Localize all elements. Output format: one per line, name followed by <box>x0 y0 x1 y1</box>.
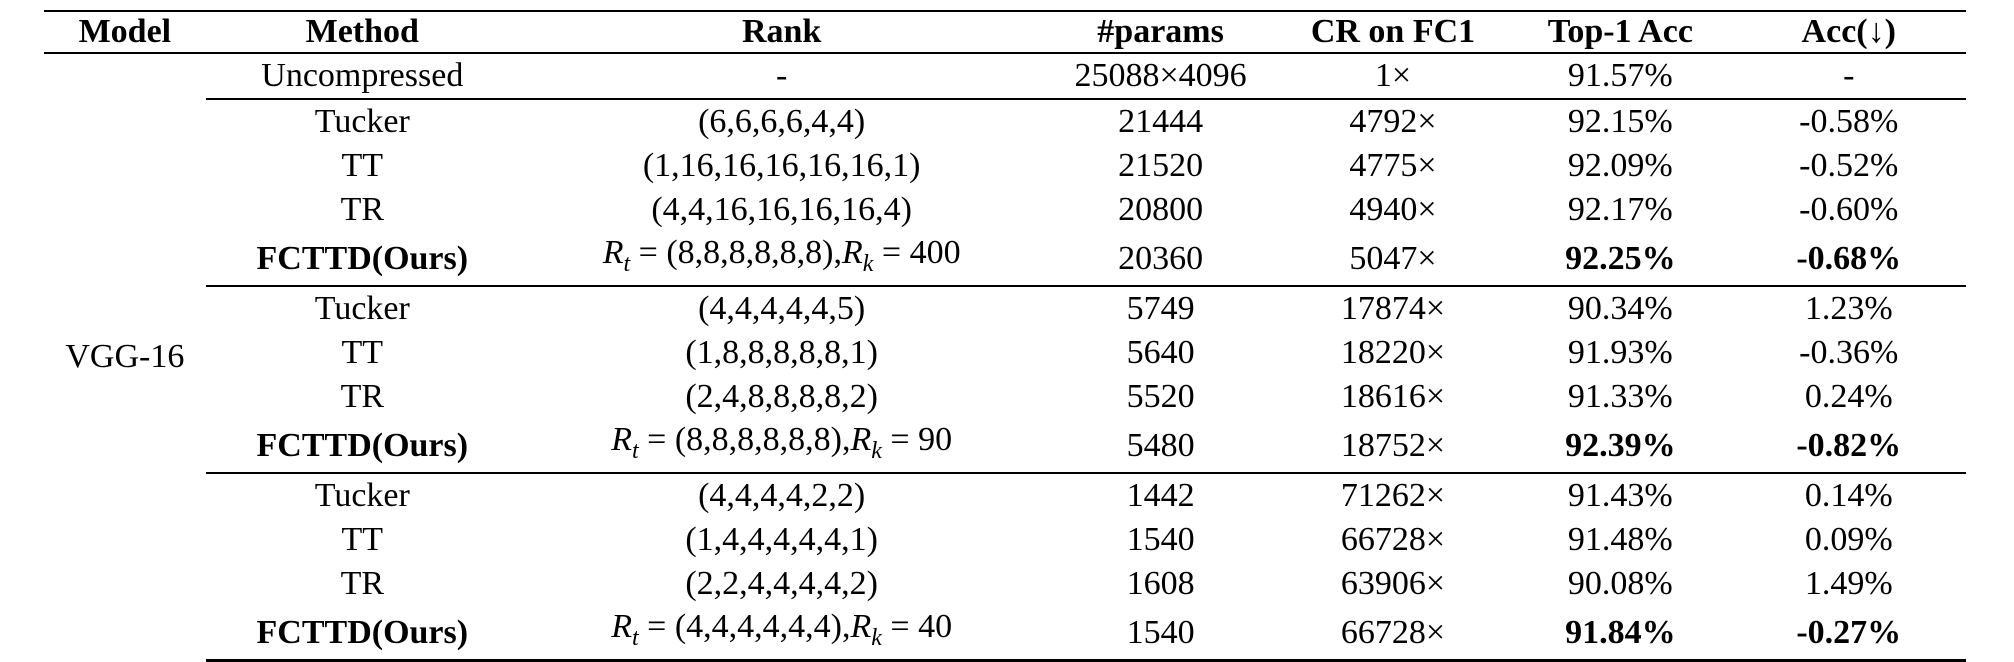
rank-cell: (2,2,4,4,4,4,2) <box>685 565 878 602</box>
top1-cell: 91.93% <box>1567 334 1673 371</box>
rank-cell: (4,4,4,4,2,2) <box>519 473 1044 518</box>
rank-formula <box>602 234 961 277</box>
top1-cell: 91.57% <box>1567 57 1673 94</box>
acc-drop-cell: 0.24% <box>1804 378 1893 415</box>
rank-rt-value: = (4,4,4,4,4,4), <box>638 608 851 645</box>
params-cell: 25088×4096 <box>1074 57 1247 94</box>
acc-drop-cell: -0.58% <box>1732 99 1967 144</box>
rank-rt-symbol: R <box>611 608 632 645</box>
rank-cell: (6,6,6,6,4,4) <box>519 99 1044 144</box>
params-cell: 21520 <box>1118 147 1204 184</box>
params-cell: 20800 <box>1118 191 1204 228</box>
table-row <box>44 188 1966 232</box>
method-cell: TR <box>340 191 385 228</box>
cr-cell: 1× <box>1374 57 1412 94</box>
cr-cell: 18752× <box>1340 426 1446 464</box>
top1-cell: 90.34% <box>1509 286 1731 331</box>
rank-cell: (2,4,8,8,8,8,2) <box>685 378 878 415</box>
acc-drop-cell: -0.27% <box>1732 606 1967 661</box>
rank-cell <box>519 419 1044 473</box>
params-cell: 5640 <box>1126 334 1195 371</box>
acc-drop-cell: 0.14% <box>1732 473 1967 518</box>
params-cell: 1540 <box>1044 606 1276 661</box>
acc-drop-cell: 1.49% <box>1804 565 1893 602</box>
header-rank: Rank <box>519 11 1044 53</box>
rank-rk-subscript: k <box>871 625 882 651</box>
method-cell: FCTTD(Ours) <box>256 239 469 277</box>
method-cell: Tucker <box>206 99 519 144</box>
rank-rt-subscript: t <box>631 625 639 651</box>
table-row-baseline <box>44 53 1966 99</box>
cr-cell: 4775× <box>1349 147 1437 184</box>
params-cell: 5749 <box>1044 286 1276 331</box>
rank-cell: (1,8,8,8,8,8,1) <box>685 334 878 371</box>
method-cell: Tucker <box>206 473 519 518</box>
header-acc-drop: Acc(↓) <box>1732 11 1967 53</box>
top1-cell: 90.08% <box>1567 565 1673 602</box>
cr-cell: 71262× <box>1277 473 1509 518</box>
top1-cell: 92.25% <box>1565 239 1676 277</box>
acc-drop-cell: -0.68% <box>1796 239 1902 277</box>
acc-drop-cell: -0.52% <box>1799 147 1899 184</box>
params-cell: 20360 <box>1118 239 1204 277</box>
rank-cell <box>519 232 1044 286</box>
header-model: Model <box>44 11 206 53</box>
rank-cell: (4,4,16,16,16,16,4) <box>651 191 912 228</box>
params-cell: 1608 <box>1126 565 1195 602</box>
acc-drop-cell: 1.23% <box>1732 286 1967 331</box>
top1-cell: 92.17% <box>1567 191 1673 228</box>
rank-rk-subscript: k <box>871 438 882 464</box>
rank-cell: (1,16,16,16,16,16,1) <box>642 147 921 184</box>
cr-cell: 5047× <box>1349 239 1437 277</box>
top1-cell: 92.39% <box>1565 426 1676 464</box>
params-cell: 21444 <box>1044 99 1276 144</box>
rank-rk-subscript: k <box>862 251 874 277</box>
top1-cell: 91.84% <box>1509 606 1731 661</box>
top1-cell: 91.48% <box>1567 521 1673 558</box>
rank-rt-symbol: R <box>602 234 624 271</box>
cr-cell: 18220× <box>1340 334 1446 371</box>
rank-rk-symbol: R <box>850 608 872 645</box>
params-cell: 1442 <box>1044 473 1276 518</box>
rank-rt-subscript: t <box>623 251 631 277</box>
table-header <box>44 11 1966 53</box>
rank-rt-value: = (8,8,8,8,8,8), <box>638 421 851 458</box>
rank-formula <box>611 421 953 464</box>
method-cell: Uncompressed <box>261 57 464 94</box>
header-cr: CR on FC1 <box>1277 11 1509 53</box>
acc-drop-cell: -0.36% <box>1799 334 1899 371</box>
model-cell: VGG-16 <box>65 338 185 376</box>
cr-cell: 66728× <box>1340 521 1446 558</box>
table-row <box>44 606 1966 661</box>
params-cell: 1540 <box>1126 521 1195 558</box>
table-row <box>44 419 1966 473</box>
cr-cell: 63906× <box>1340 565 1446 602</box>
top1-cell: 92.09% <box>1567 147 1673 184</box>
acc-drop-cell: -0.60% <box>1799 191 1899 228</box>
cr-cell: 4792× <box>1277 99 1509 144</box>
cr-cell: 18616× <box>1340 378 1446 415</box>
rank-cell: (4,4,4,4,4,5) <box>519 286 1044 331</box>
rank-rt-subscript: t <box>631 438 639 464</box>
top1-cell: 91.33% <box>1567 378 1673 415</box>
header-method: Method <box>206 11 519 53</box>
header-row <box>44 11 1966 53</box>
cr-cell: 66728× <box>1277 606 1509 661</box>
top1-cell: 92.15% <box>1509 99 1731 144</box>
method-cell: TT <box>341 521 384 558</box>
rank-rt-value: = (8,8,8,8,8,8), <box>630 234 842 271</box>
method-cell: Tucker <box>206 286 519 331</box>
table-row <box>44 331 1966 375</box>
table-row <box>44 144 1966 188</box>
method-cell: TR <box>340 565 385 602</box>
table-body <box>44 53 1966 661</box>
params-cell: 5520 <box>1126 378 1195 415</box>
method-cell: FCTTD(Ours) <box>206 606 519 661</box>
method-cell: FCTTD(Ours) <box>256 426 469 464</box>
method-cell: TT <box>341 334 384 371</box>
table-row <box>44 518 1966 562</box>
rank-rk-symbol: R <box>841 234 863 271</box>
rank-rk-value: = 400 <box>873 234 961 271</box>
header-params: #params <box>1044 11 1276 53</box>
rank-cell: - <box>775 57 788 94</box>
params-cell: 5480 <box>1126 426 1195 464</box>
table-row <box>44 232 1966 286</box>
rank-rk-symbol: R <box>850 421 872 458</box>
cr-cell: 17874× <box>1277 286 1509 331</box>
rank-formula <box>611 608 953 651</box>
results-table-container <box>44 10 1966 662</box>
rank-cell <box>519 606 1044 661</box>
table-row <box>44 473 1966 518</box>
acc-drop-cell: 0.09% <box>1804 521 1893 558</box>
cr-cell: 4940× <box>1349 191 1437 228</box>
acc-drop-cell: - <box>1843 57 1855 94</box>
table-row <box>44 375 1966 419</box>
table-row <box>44 562 1966 606</box>
table-row <box>44 99 1966 144</box>
rank-rk-value: = 90 <box>881 421 953 458</box>
method-cell: TR <box>340 378 385 415</box>
acc-drop-cell: -0.82% <box>1796 426 1902 464</box>
rank-rk-value: = 40 <box>881 608 953 645</box>
rank-cell: (1,4,4,4,4,4,1) <box>685 521 878 558</box>
top1-cell: 91.43% <box>1509 473 1731 518</box>
rank-rt-symbol: R <box>611 421 632 458</box>
table-row <box>44 286 1966 331</box>
results-table <box>44 10 1966 662</box>
header-top1: Top-1 Acc <box>1509 11 1731 53</box>
method-cell: TT <box>341 147 384 184</box>
